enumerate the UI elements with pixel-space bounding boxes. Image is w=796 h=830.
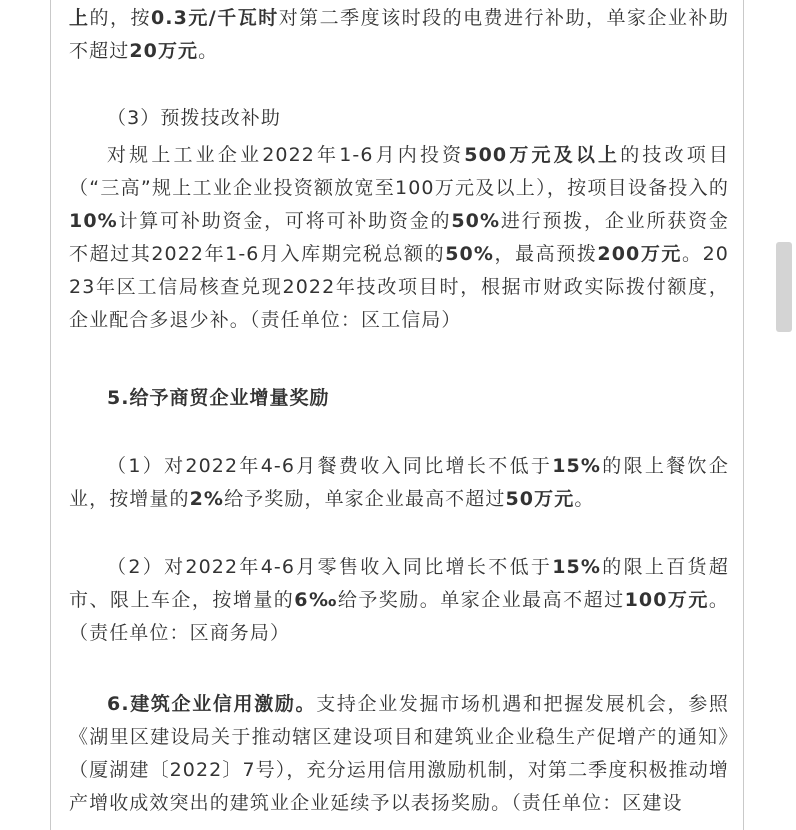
- bold-text: 100万元: [624, 589, 709, 611]
- paragraph-retail-reward: [69, 551, 729, 650]
- scrollbar-track[interactable]: [776, 0, 796, 830]
- text: （2）对2022年4-6月零售收入同比增长不低于: [107, 556, 553, 578]
- text: 的，按: [89, 7, 151, 29]
- scrollbar-thumb[interactable]: [776, 242, 792, 332]
- article-content: [50, 0, 744, 830]
- bold-text: 500万元及以上: [464, 144, 621, 166]
- text: 。（责任单位：区商务局）: [69, 589, 729, 644]
- bold-text: 上: [69, 7, 90, 29]
- text: 的技改项目（“三高”规上工业企业投资额放宽至100万元及以上），按项目设备投入的: [69, 144, 729, 199]
- text: 给予奖励。单家企业最高不超过: [337, 589, 625, 611]
- text: 对规上工业企业2022年1-6月内投资: [107, 144, 465, 166]
- text: （1）对2022年4-6月餐费收入同比增长不低于: [107, 455, 553, 477]
- text: 。: [574, 488, 595, 510]
- text: 的限上餐饮企业，按增量的: [69, 455, 729, 510]
- text: 。: [198, 40, 219, 62]
- text: ，最高预拨: [494, 243, 598, 265]
- text: 的限上百货超市、限上车企，按增量的: [69, 556, 729, 611]
- bold-text: 15%: [552, 455, 602, 477]
- bold-text: 6‰: [294, 589, 338, 611]
- section-heading-commerce: [69, 382, 729, 415]
- bold-text: 50万元: [505, 488, 575, 510]
- bold-text: 15%: [552, 556, 602, 578]
- text: 计算可补助资金，可将可补助资金的: [117, 210, 452, 232]
- text: 支持企业发掘市场机遇和把握发展机会，参照《湖里区建设局关于推动辖区建设项目和建筑业企业稳生产促增产的通知》（厦湖建〔2022〕7号），充分运用信用激励机制，对第二季度积极推动增产增收成效突出的建筑业企业延续予以表扬奖励。（责任单位：区建设: [69, 693, 729, 814]
- text: （3）预拨技改补助: [107, 107, 281, 129]
- bold-text: 50%: [451, 210, 501, 232]
- bold-text: 20万元: [129, 40, 199, 62]
- paragraph-catering-reward: [69, 450, 729, 516]
- text: 给予奖励，单家企业最高不超过: [224, 488, 506, 510]
- bold-text: 6.建筑企业信用激励。: [107, 693, 317, 715]
- subheading-tech-subsidy: [69, 102, 729, 135]
- text: 。2023年区工信局核查兑现2022年技改项目时，根据市财政实际拨付额度，企业配合多退少补。（责任单位：区工信局）: [69, 243, 729, 331]
- bold-text: 50%: [445, 243, 494, 265]
- text: 5.给予商贸企业增量奖励: [107, 387, 330, 409]
- paragraph-electricity-subsidy: [69, 2, 729, 68]
- text: 对第二季度该时段的电费进行补助，单家企业补助不超过: [69, 7, 729, 62]
- paragraph-construction-credit: [69, 688, 729, 820]
- bold-text: 2%: [189, 488, 225, 510]
- text: 进行预拨，企业所获资金不超过其2022年1-6月入库期完税总额的: [69, 210, 729, 265]
- bold-text: 0.3元/千瓦时: [150, 7, 279, 29]
- bold-text: 200万元: [597, 243, 683, 265]
- bold-text: 10%: [69, 210, 118, 232]
- paragraph-tech-subsidy: [69, 139, 729, 337]
